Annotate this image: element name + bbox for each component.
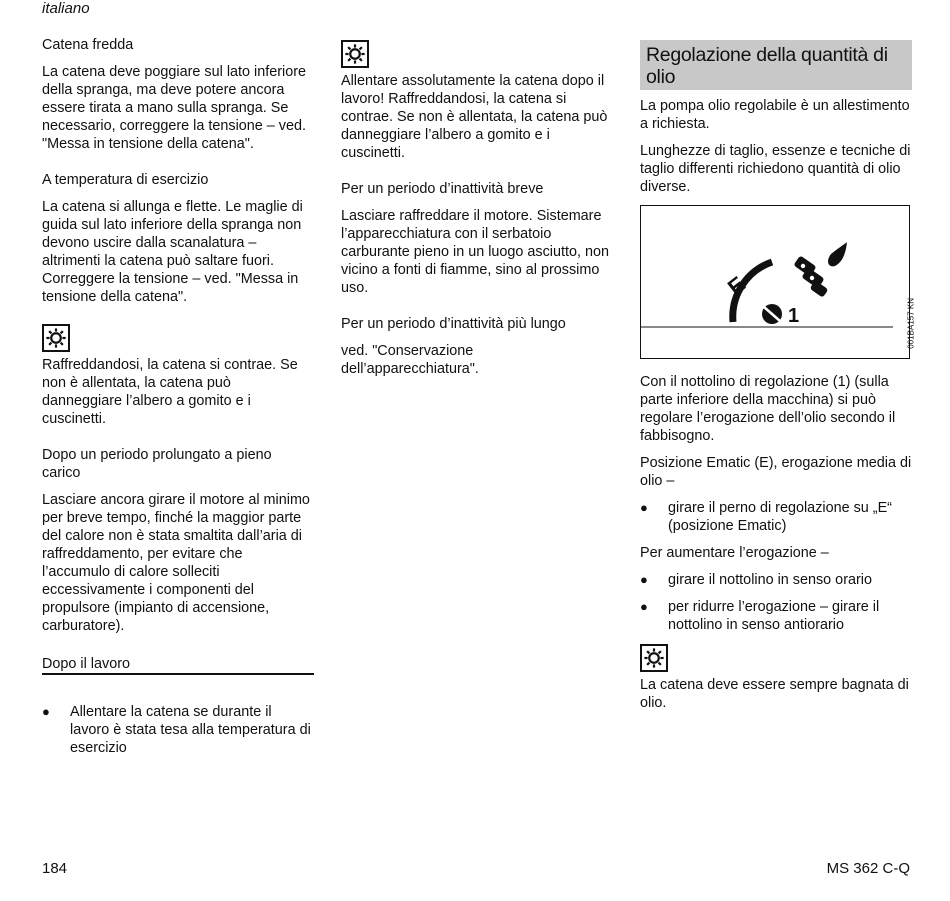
section-title: Regolazione della quantità di olio (646, 44, 888, 88)
section-title-box (640, 40, 912, 90)
paragraph: Con il nottolino di regolazione (1) (sulla parte inferiore della macchina) si può regolare l’erogazione dell’olio secondo il fabbisogno. (640, 374, 896, 444)
heading-pieno-carico: Dopo un periodo prolungato a pieno carico (42, 447, 272, 481)
chain-oil-icon (793, 242, 847, 298)
paragraph: La catena deve poggiare sul lato inferiore della spranga, ma deve potere ancora essere tirata a mano sulla spranga. Se necessario, correggere la tensione – ved. "Messa in tensione della catena". (42, 64, 307, 152)
gear-notice-icon (640, 644, 668, 672)
column-middle (341, 36, 613, 396)
paragraph: Per aumentare l’erogazione – (640, 545, 829, 561)
e-label: E (722, 271, 750, 301)
model-name: MS 362 C-Q (826, 860, 910, 877)
gear-notice-icon (42, 324, 70, 352)
paragraph: ved. "Conservazione dell’apparecchiatura". (341, 343, 479, 377)
paragraph: La pompa olio regolabile è un allestimento a richiesta. (640, 98, 910, 132)
bullet-dot-icon: ● (42, 704, 50, 719)
heading-dopo-lavoro: Dopo il lavoro (42, 655, 314, 675)
paragraph: Lunghezze di taglio, essenze e tecniche di taglio differenti richiedono quantità di olio diverse. (640, 143, 911, 195)
column-right (640, 36, 916, 721)
list-item-text: per ridurre l’erogazione – girare il nottolino in senso antiorario (668, 599, 880, 633)
list-item (640, 571, 912, 589)
paragraph: Lasciare ancora girare il motore al minimo per breve tempo, finché la maggior parte del calore non è stata smaltita dall’aria di raffreddamento, per evitare che l’accumulo di calore solleciti eccessivamente i componenti del propulsore (impianto di accensione, carburatore). (42, 492, 310, 634)
adjust-screw-icon (762, 304, 782, 324)
bullet-dot-icon: ● (640, 500, 648, 515)
paragraph: La catena deve essere sempre bagnata di olio. (640, 677, 909, 711)
list-item-text: girare il nottolino in senso orario (668, 572, 872, 588)
gear-notice-icon (341, 40, 369, 68)
oil-pump-figure (640, 205, 916, 359)
heading-inattivita-breve: Per un periodo d’inattività breve (341, 181, 544, 197)
paragraph: Lasciare raffreddare il motore. Sistemare l’apparecchiatura con il serbatoio carburante pieno in un luogo asciutto, non vicino a fonti di fiamme, sino al prossimo uso. (341, 208, 610, 296)
page-number: 184 (42, 860, 68, 877)
oil-pump-diagram (641, 206, 908, 357)
bullet-dot-icon: ● (640, 572, 648, 587)
list-item-text: Allentare la catena se durante il lavoro è stata tesa alla temperatura di esercizio (70, 704, 311, 756)
heading-catena-fredda: Catena fredda (42, 37, 134, 53)
heading-temperatura-esercizio: A temperatura di esercizio (42, 172, 209, 188)
list-item (640, 499, 912, 535)
language-label: italiano (42, 0, 90, 17)
column-left (42, 36, 314, 766)
paragraph: Allentare assolutamente la catena dopo il lavoro! Raffreddandosi, la catena si contrae. Se non è allentata, la catena può danneggiare l’albero a gomito e i cuscinetti. (341, 73, 608, 161)
label-1: 1 (788, 305, 800, 327)
list-item (42, 703, 314, 757)
heading-inattivita-lungo: Per un periodo d’inattività più lungo (341, 316, 566, 332)
paragraph: La catena si allunga e flette. Le maglie di guida sul lato inferiore della spranga non devono uscire dalla scanalatura – altrimenti la catena può saltare fuori. Correggere la tensione – ved. "Messa in tensione della catena". (42, 199, 303, 305)
bullet-dot-icon: ● (640, 599, 648, 614)
paragraph: Posizione Ematic (E), erogazione media di olio – (640, 455, 912, 489)
figure-code: 001BA157 KN (907, 298, 916, 349)
list-item (640, 598, 912, 634)
list-item-text: girare il perno di regolazione su „E“ (posizione Ematic) (668, 500, 892, 534)
paragraph: Raffreddandosi, la catena si contrae. Se non è allentata, la catena può danneggiare l’albero a gomito e i cuscinetti. (42, 357, 298, 427)
